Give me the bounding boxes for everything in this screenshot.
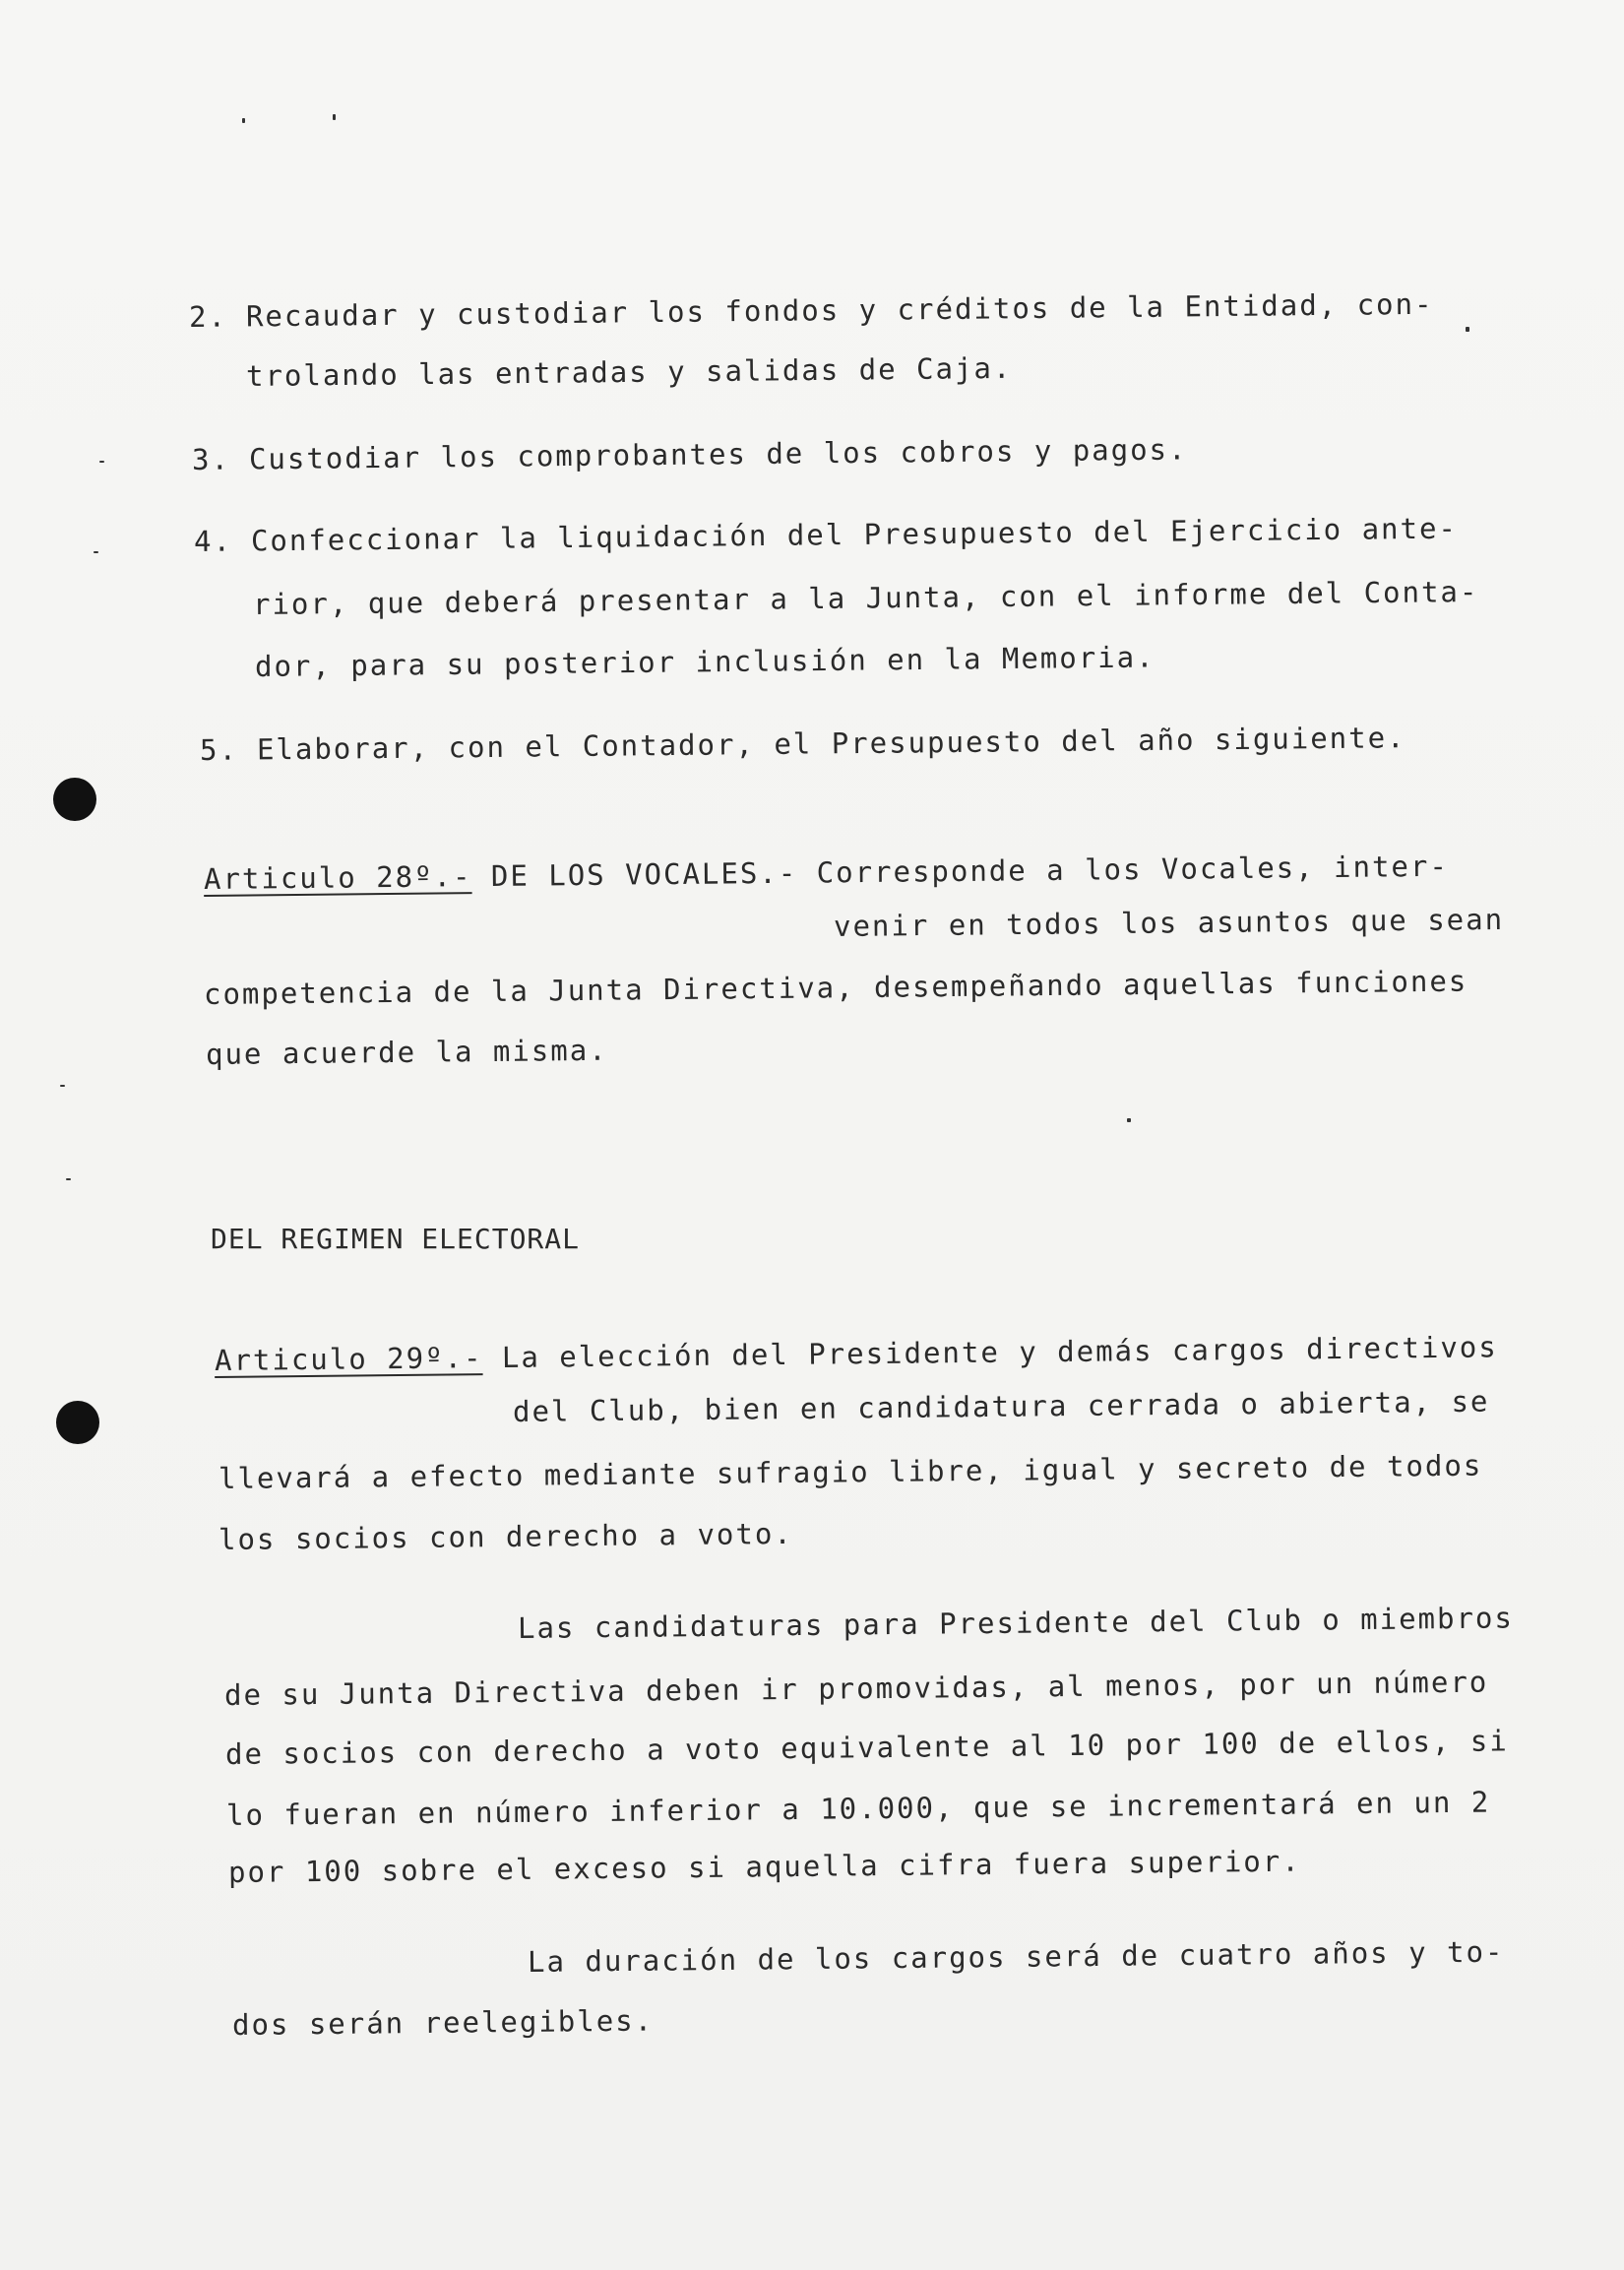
paragraph-text: Las candidaturas para Presidente del Club o miembros xyxy=(517,1601,1515,1645)
article-text: del Club, bien en candidatura cerrada o abierta, se xyxy=(512,1384,1490,1428)
paragraph-text: La duración de los cargos será de cuatro años y to- xyxy=(527,1934,1505,1979)
speck xyxy=(1466,327,1469,332)
article-text: llevará a efecto mediante sufragio libre, igual y secreto de todos xyxy=(218,1448,1483,1495)
paragraph-text: lo fueran en número inferior a 10.000, que se incrementará en un 2 xyxy=(225,1785,1491,1832)
paragraph-text: dos serán reelegibles. xyxy=(231,2003,655,2042)
paragraph-candidaturas-line-4 xyxy=(226,1786,1491,1832)
article-text: venir en todos los asuntos que sean xyxy=(833,902,1505,943)
item-4-line-2 xyxy=(253,575,1479,621)
article-28-line-3 xyxy=(204,965,1468,1011)
article-text: competencia de la Junta Directiva, desempeñando aquellas funciones xyxy=(203,964,1468,1011)
speck xyxy=(333,114,336,120)
item-3-line-1 xyxy=(192,432,1188,476)
article-28-line-4 xyxy=(206,1034,608,1071)
item-5-line-1 xyxy=(200,721,1406,767)
item-number: 5. xyxy=(199,732,239,767)
paragraph-duracion-line-1 xyxy=(528,1935,1505,1979)
speck xyxy=(99,461,104,463)
article-29-line-4 xyxy=(219,1517,793,1556)
paragraph-text: por 100 sobre el exceso si aquella cifra fuera superior. xyxy=(227,1844,1301,1889)
article-28-line-2 xyxy=(834,903,1504,943)
item-number: 3. xyxy=(191,442,231,476)
item-text: Confeccionar la liquidación del Presupuesto del Ejercicio ante- xyxy=(250,511,1459,558)
item-text: rior, que deberá presentar a la Junta, con el informe del Conta- xyxy=(252,574,1479,621)
item-text: dor, para su posterior inclusión en la Memoria. xyxy=(254,640,1156,683)
paragraph-candidaturas-line-5 xyxy=(228,1845,1301,1889)
item-number: 4. xyxy=(193,524,233,558)
speck xyxy=(66,1178,71,1180)
paragraph-candidaturas-line-2 xyxy=(224,1666,1489,1712)
article-28-label: Articulo 28º.- xyxy=(203,859,472,896)
article-28-line-1 xyxy=(204,850,1449,896)
item-2-line-1 xyxy=(189,287,1434,334)
item-text: Elaborar, con el Contador, el Presupuesto del año siguiente. xyxy=(256,721,1406,767)
paragraph-candidaturas-line-1 xyxy=(518,1601,1514,1645)
item-number: 2. xyxy=(188,299,228,334)
item-text: Custodiar los comprobantes de los cobros y pagos. xyxy=(248,432,1188,476)
section-title: DEL REGIMEN ELECTORAL xyxy=(211,1223,581,1255)
paragraph-duracion-line-2 xyxy=(232,2004,654,2042)
punch-hole-bottom xyxy=(56,1401,99,1444)
speck xyxy=(94,551,98,553)
punch-hole-top xyxy=(53,778,96,821)
speck xyxy=(242,118,245,123)
article-text: La elección del Presidente y demás cargos directivos xyxy=(501,1330,1498,1374)
item-text: trolando las entradas y salidas de Caja. xyxy=(245,350,1013,393)
item-4-line-3 xyxy=(255,640,1156,683)
article-29-line-2 xyxy=(513,1385,1490,1428)
paragraph-candidaturas-line-3 xyxy=(225,1724,1509,1771)
article-29-label: Articulo 29º.- xyxy=(214,1341,483,1377)
speck xyxy=(60,1085,65,1087)
paragraph-text: de socios con derecho a voto equivalente al 10 por 100 de ellos, si xyxy=(224,1724,1509,1771)
paragraph-text: de su Junta Directiva deben ir promovidas, al menos, por un número xyxy=(223,1665,1489,1712)
speck xyxy=(1127,1118,1131,1122)
article-29-line-3 xyxy=(219,1449,1483,1495)
item-2-line-2 xyxy=(246,351,1013,393)
item-text: Recaudar y custodiar los fondos y créditos de la Entidad, con- xyxy=(245,286,1434,334)
article-text: DE LOS VOCALES.- Corresponde a los Vocales, inter- xyxy=(490,849,1449,893)
item-4-line-1 xyxy=(194,512,1458,558)
article-text: que acuerde la misma. xyxy=(205,1033,608,1071)
article-29-line-1 xyxy=(215,1330,1498,1377)
article-text: los socios con derecho a voto. xyxy=(218,1516,793,1556)
